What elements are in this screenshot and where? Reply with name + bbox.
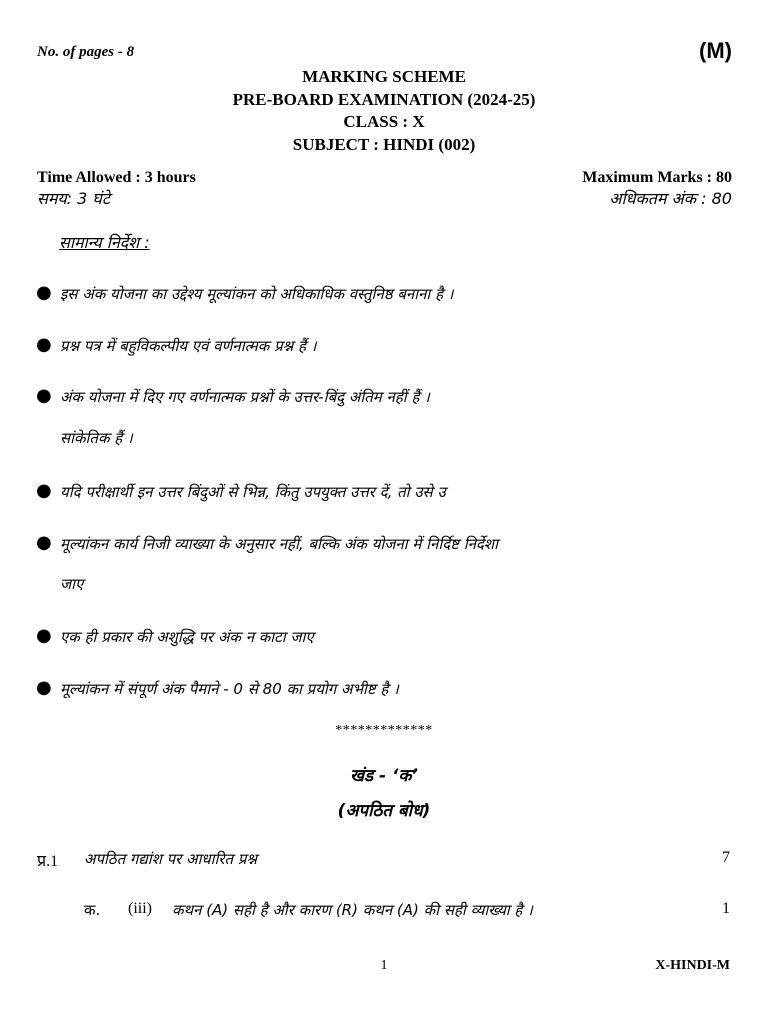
instructions-heading: सामान्य निर्देश :	[59, 233, 150, 252]
section-title: खंड - ‘क’	[350, 766, 418, 786]
instruction-item-continued: जाए	[60, 575, 84, 593]
bullet-icon: ●	[36, 480, 52, 501]
question-label: प्र.1	[37, 853, 59, 870]
instruction-item: मूल्यांकन में संपूर्ण अंक पैमाने - 0 से 80 का प्रयोग अभीष्ट है ।	[60, 680, 399, 698]
page-count: No. of pages - 8	[37, 44, 135, 60]
instruction-item: अंक योजना में दिए गए वर्णनात्मक प्रश्नों के उत्तर-बिंदु अंतिम नहीं हैं ।	[60, 388, 430, 406]
instruction-item: एक ही प्रकार की अशुद्धि पर अंक न काटा जाए	[60, 628, 314, 646]
instruction-item-continued: सांकेतिक हैं ।	[60, 429, 133, 447]
title-subject: SUBJECT : HINDI (002)	[292, 134, 476, 154]
bullet-icon: ●	[36, 625, 52, 646]
answer-option: (iii)	[128, 900, 152, 917]
maximum-marks-en: Maximum Marks : 80	[582, 169, 732, 186]
instruction-item: इस अंक योजना का उद्देश्य मूल्यांकन को अधिकाधिक वस्तुनिष्ठ बनाना है ।	[60, 285, 454, 303]
instruction-item: मूल्यांकन कार्य निजी व्याख्या के अनुसार नहीं, बल्कि अंक योजना में निर्दिष्ट निर्देशा	[60, 535, 498, 553]
section-subtitle: (अपठित बोध)	[337, 801, 431, 821]
separator: *************	[335, 723, 433, 738]
bullet-icon: ●	[36, 385, 52, 406]
bullet-icon: ●	[36, 334, 52, 355]
maximum-marks	[582, 167, 732, 209]
time-allowed-hi: समय: 3 घंटे	[37, 189, 110, 208]
bullet-icon: ●	[36, 532, 52, 553]
bullet-icon: ●	[36, 677, 52, 698]
title-class: CLASS : X	[343, 112, 425, 131]
page-number: 1	[380, 958, 388, 973]
time-allowed	[37, 167, 196, 209]
footer-code: X-HINDI-M	[655, 958, 730, 973]
answer-marks: 1	[722, 900, 730, 917]
answer-text: कथन (A) सही है और कारण (R) कथन (A) की सही व्याख्या है ।	[172, 901, 533, 919]
maximum-marks-hi: अधिकतम अंक : 80	[609, 189, 732, 208]
instruction-item: प्रश्न पत्र में बहुविकल्पीय एवं वर्णनात्मक प्रश्न हैं ।	[60, 337, 317, 355]
instruction-item: यदि परीक्षार्थी इन उत्तर बिंदुओं से भिन्न, किंतु उपयुक्त उत्तर दें, तो उसे उ	[60, 483, 446, 501]
document-title-block	[0, 66, 768, 156]
question-marks: 7	[722, 849, 730, 866]
question-text: अपठित गद्यांश पर आधारित प्रश्न	[84, 850, 257, 868]
set-code: (M)	[699, 38, 732, 63]
answer-label: क.	[84, 901, 101, 919]
title-exam: PRE-BOARD EXAMINATION (2024-25)	[232, 89, 536, 109]
bullet-icon: ●	[36, 282, 52, 303]
time-allowed-en: Time Allowed : 3 hours	[37, 169, 196, 186]
title-marking-scheme: MARKING SCHEME	[302, 67, 466, 86]
